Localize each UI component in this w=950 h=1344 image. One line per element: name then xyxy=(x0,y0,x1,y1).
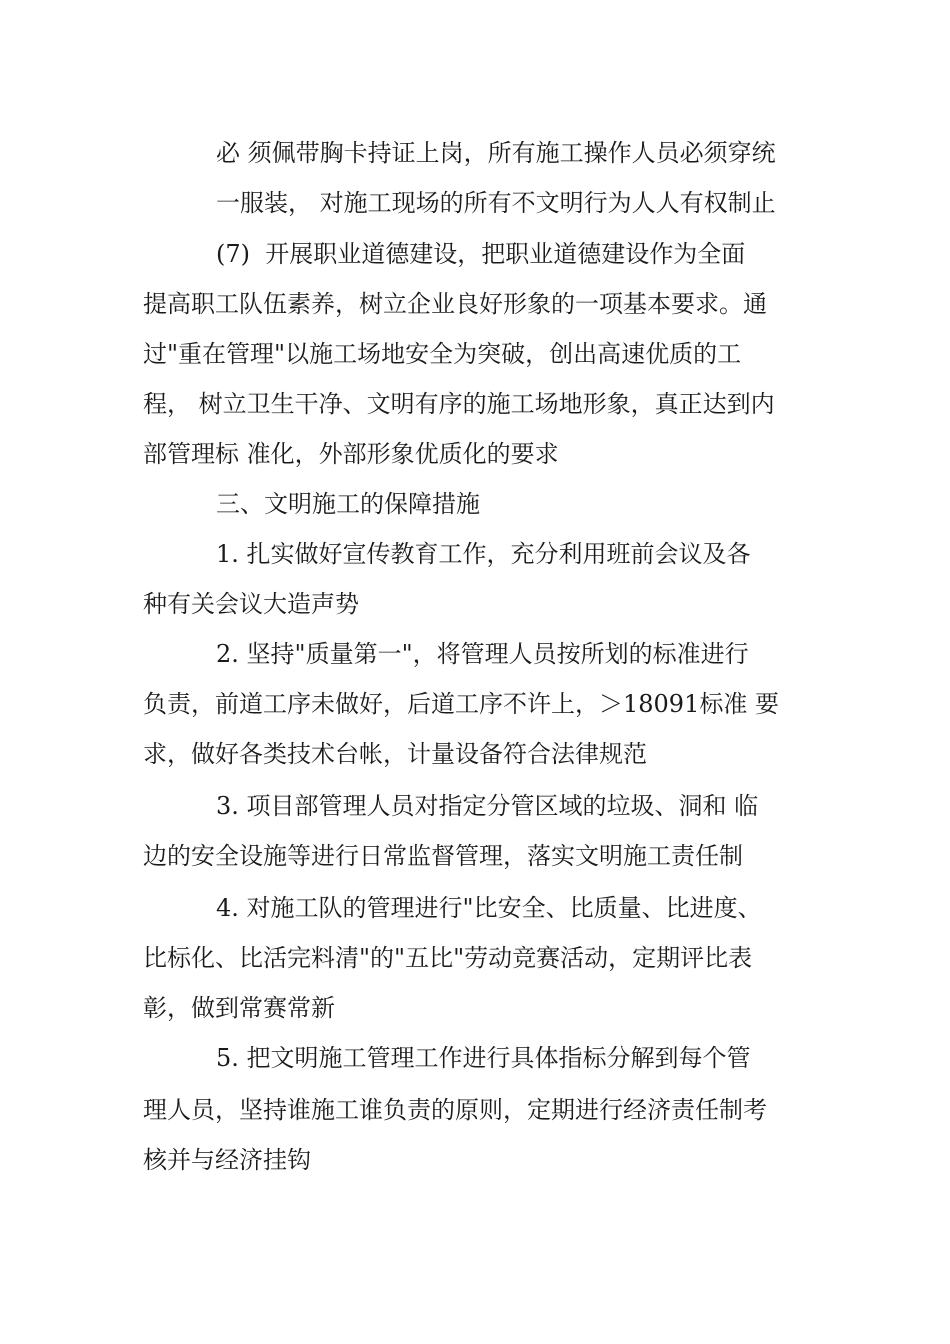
text-line: 必 须佩带胸卡持证上岗，所有施工操作人员必须穿统 xyxy=(216,139,776,167)
text-line: 种有关会议大造声势 xyxy=(143,590,359,618)
text-line: 1. 扎实做好宣传教育工作，充分利用班前会议及各 xyxy=(216,540,751,568)
text-line: 求，做好各类技术台帐，计量设备符合法律规范 xyxy=(143,740,647,768)
text-line: 3. 项目部管理人员对指定分管区域的垃圾、洞和 临 xyxy=(216,792,759,820)
section-heading: 三、文明施工的保障措施 xyxy=(216,490,480,518)
text-line: 一服装， 对施工现场的所有不文明行为人人有权制止 xyxy=(216,189,776,217)
text-line: (7) 开展职业道德建设，把职业道德建设作为全面 xyxy=(216,240,746,268)
text-line: 理人员，坚持谁施工谁负责的原则，定期进行经济责任制考 xyxy=(143,1096,767,1124)
text-line: 过"重在管理"以施工场地安全为突破，创出高速优质的工 xyxy=(143,340,742,368)
text-line: 负责，前道工序未做好，后道工序不许上，＞18091标准 要 xyxy=(143,690,779,718)
text-line: 2. 坚持"质量第一"，将管理人员按所划的标准进行 xyxy=(216,640,749,668)
text-line: 比标化、比活完料清"的"五比"劳动竞赛活动，定期评比表 xyxy=(143,944,753,972)
text-line: 部管理标 准化，外部形象优质化的要求 xyxy=(143,440,559,468)
text-line: 核并与经济挂钩 xyxy=(143,1146,311,1174)
text-line: 边的安全设施等进行日常监督管理，落实文明施工责任制 xyxy=(143,842,743,870)
text-line: 4. 对施工队的管理进行"比安全、比质量、比进度、 xyxy=(216,894,762,922)
text-line: 彰，做到常赛常新 xyxy=(143,994,335,1022)
text-line: 5. 把文明施工管理工作进行具体指标分解到每个管 xyxy=(216,1044,751,1072)
text-line: 程， 树立卫生干净、文明有序的施工场地形象，真正达到内 xyxy=(143,390,775,418)
text-line: 提高职工队伍素养，树立企业良好形象的一项基本要求。通 xyxy=(143,290,767,318)
